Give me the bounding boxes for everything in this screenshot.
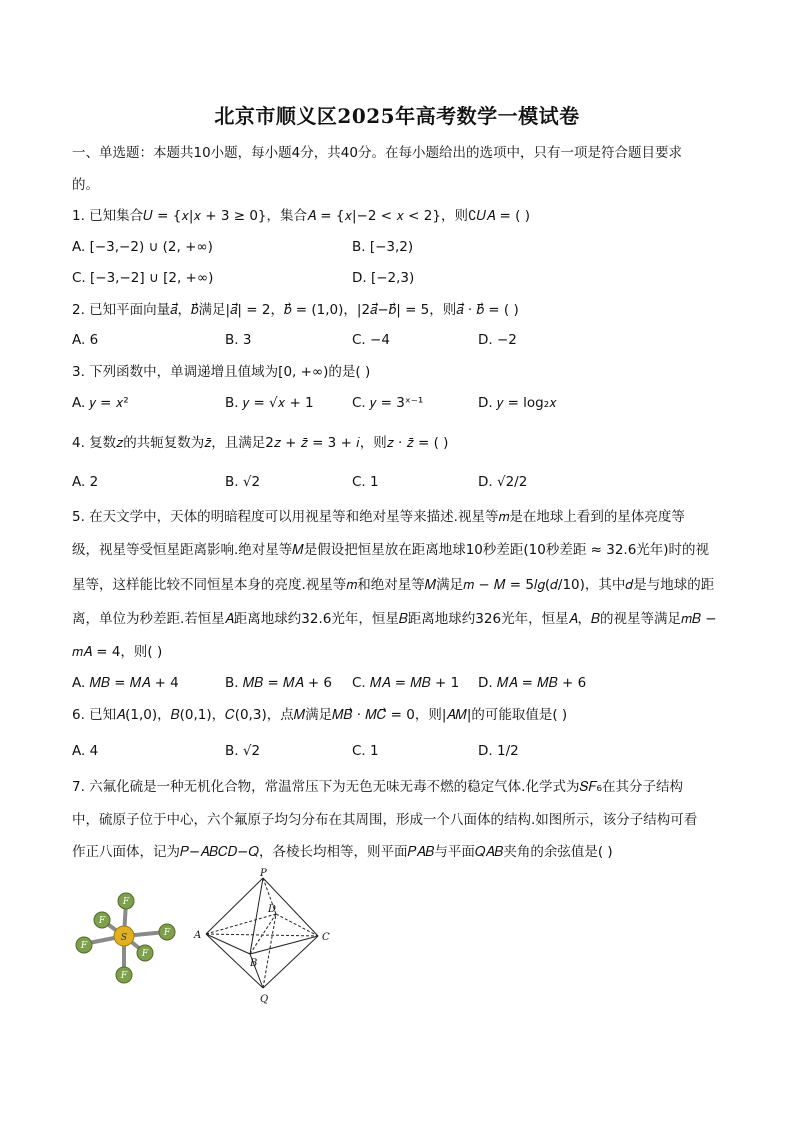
edge-DC <box>276 914 318 936</box>
question-2-option-b: B. 3 <box>225 332 252 348</box>
question-5-option-a: A. 𝑀𝐵 = 𝑀𝐴 + 4 <box>72 675 179 691</box>
question-5-stem-line-2: 级，视星等受恒星距离影响.绝对星等𝑀是假设把恒星放在距离地球10秒差距(10秒差距 ≈ 32.6光年)时的视 <box>72 542 710 558</box>
edge-AB <box>206 934 250 954</box>
question-5-stem-line-4: 离，单位为秒差距.若恒星𝐴距离地球约32.6光年，恒星𝐵距离地球约326光年，恒星𝐴，𝐵的视星等满足𝑚𝐵 − <box>72 611 717 627</box>
sulfur-label: S <box>120 933 128 943</box>
question-3-option-d: D. 𝑦 = log₂𝑥 <box>478 395 557 411</box>
question-7-stem-line-2: 中，硫原子位于中心，六个氟原子均匀分布在其周围，形成一个八面体的结构.如图所示，该分子结构可看 <box>72 812 698 828</box>
question-7-stem-line-3: 作正八面体，记为𝑃−𝐴𝐵𝐶𝐷−𝑄，各棱长均相等，则平面𝑃𝐴𝐵与平面𝑄𝐴𝐵夹角的余弦值是( ) <box>72 844 613 860</box>
vertex-label-q: Q <box>260 994 269 1005</box>
octahedron-figure <box>188 868 338 1008</box>
question-2-stem: 2. 已知平面向量𝑎⃗，𝑏⃗满足|𝑎⃗| = 2，𝑏⃗ = (1,0)，|2𝑎⃗−𝑏⃗| = 5，则𝑎⃗ · 𝑏⃗ = ( ) <box>72 302 519 318</box>
question-5-stem-line-3: 星等，这样能比较不同恒星本身的亮度.视星等𝑚和绝对星等𝑀满足𝑚 − 𝑀 = 5𝑙𝑔(𝑑/10)，其中𝑑是与地球的距 <box>72 577 715 593</box>
question-4-option-a: A. 2 <box>72 474 99 490</box>
fluorine-label: F <box>80 941 88 951</box>
question-6-option-b: B. √2 <box>225 743 261 759</box>
question-5-option-b: B. 𝑀𝐵 = 𝑀𝐴 + 6 <box>225 675 333 691</box>
fluorine-label: F <box>120 971 128 981</box>
question-4-stem: 4. 复数𝑧的共轭复数为𝑧̄，且满足2𝑧 + 𝑧̄ = 3 + 𝑖，则𝑧 · 𝑧̄ = ( ) <box>72 435 449 451</box>
vertex-label-c: C <box>322 932 330 943</box>
vertex-label-a: A <box>194 930 202 941</box>
question-7-stem-line-1: 7. 六氟化硫是一种无机化合物，常温常压下为无色无味无毒不燃的稳定气体.化学式为𝑆𝐹₆在其分子结构 <box>72 779 683 795</box>
fluorine-label: F <box>98 916 106 926</box>
question-6-option-d: D. 1/2 <box>478 743 519 759</box>
question-1-option-b: B. [−3,2) <box>352 239 414 255</box>
sf6-molecule-figure <box>70 888 180 988</box>
question-5-stem-line-1: 5. 在天文学中，天体的明暗程度可以用视星等和绝对星等来描述.视星等𝑚是在地球上看到的星体亮度等 <box>72 509 685 525</box>
vertex-label-p: P <box>260 868 267 879</box>
question-5-stem-line-5: 𝑚𝐴 = 4，则( ) <box>72 644 163 660</box>
question-5-option-d: D. 𝑀𝐴 = 𝑀𝐵 + 6 <box>478 675 587 691</box>
page-title: 北京市顺义区2025年高考数学一模试卷 <box>214 104 580 128</box>
question-5-option-c: C. 𝑀𝐴 = 𝑀𝐵 + 1 <box>352 675 460 691</box>
fluorine-label: F <box>122 897 130 907</box>
question-3-stem: 3. 下列函数中，单调递增且值域为[0, +∞)的是( ) <box>72 364 371 380</box>
question-6-stem: 6. 已知𝐴(1,0)，𝐵(0,1)，𝐶(0,3)，点𝑀满足𝑀𝐵⃗ · 𝑀𝐶⃗ = 0，则|𝐴𝑀|的可能取值是( ) <box>72 707 568 723</box>
section-heading-cont: 的。 <box>72 177 99 193</box>
section-heading: 一、单选题：本题共10小题，每小题4分，共40分。在每小题给出的选项中，只有一项是符合题目要求 <box>72 145 682 161</box>
question-2-option-a: A. 6 <box>72 332 99 348</box>
question-1-option-a: A. [−3,−2) ∪ (2, +∞) <box>72 239 213 255</box>
question-1-option-d: D. [−2,3) <box>352 270 415 286</box>
question-2-option-d: D. −2 <box>478 332 517 348</box>
vertex-label-d: D <box>268 904 277 915</box>
question-3-option-a: A. 𝑦 = 𝑥² <box>72 395 129 411</box>
question-1-stem: 1. 已知集合𝑈 = {𝑥|𝑥 + 3 ≥ 0}，集合𝐴 = {𝑥|−2 < 𝑥 < 2}，则∁𝑈𝐴 = ( ) <box>72 208 530 224</box>
question-4-option-c: C. 1 <box>352 474 379 490</box>
fluorine-label: F <box>141 949 149 959</box>
vertex-label-b: B <box>250 958 258 969</box>
fluorine-label: F <box>163 928 171 938</box>
edge-QC <box>263 936 318 988</box>
question-4-option-b: B. √2 <box>225 474 261 490</box>
question-2-option-c: C. −4 <box>352 332 390 348</box>
question-3-option-b: B. 𝑦 = √𝑥 + 1 <box>225 395 314 411</box>
question-4-option-d: D. √2/2 <box>478 474 528 490</box>
question-6-option-a: A. 4 <box>72 743 99 759</box>
question-1-option-c: C. [−3,−2] ∪ [2, +∞) <box>72 270 214 286</box>
question-3-option-c: C. 𝑦 = 3ˣ⁻¹ <box>352 395 424 411</box>
question-6-option-c: C. 1 <box>352 743 379 759</box>
